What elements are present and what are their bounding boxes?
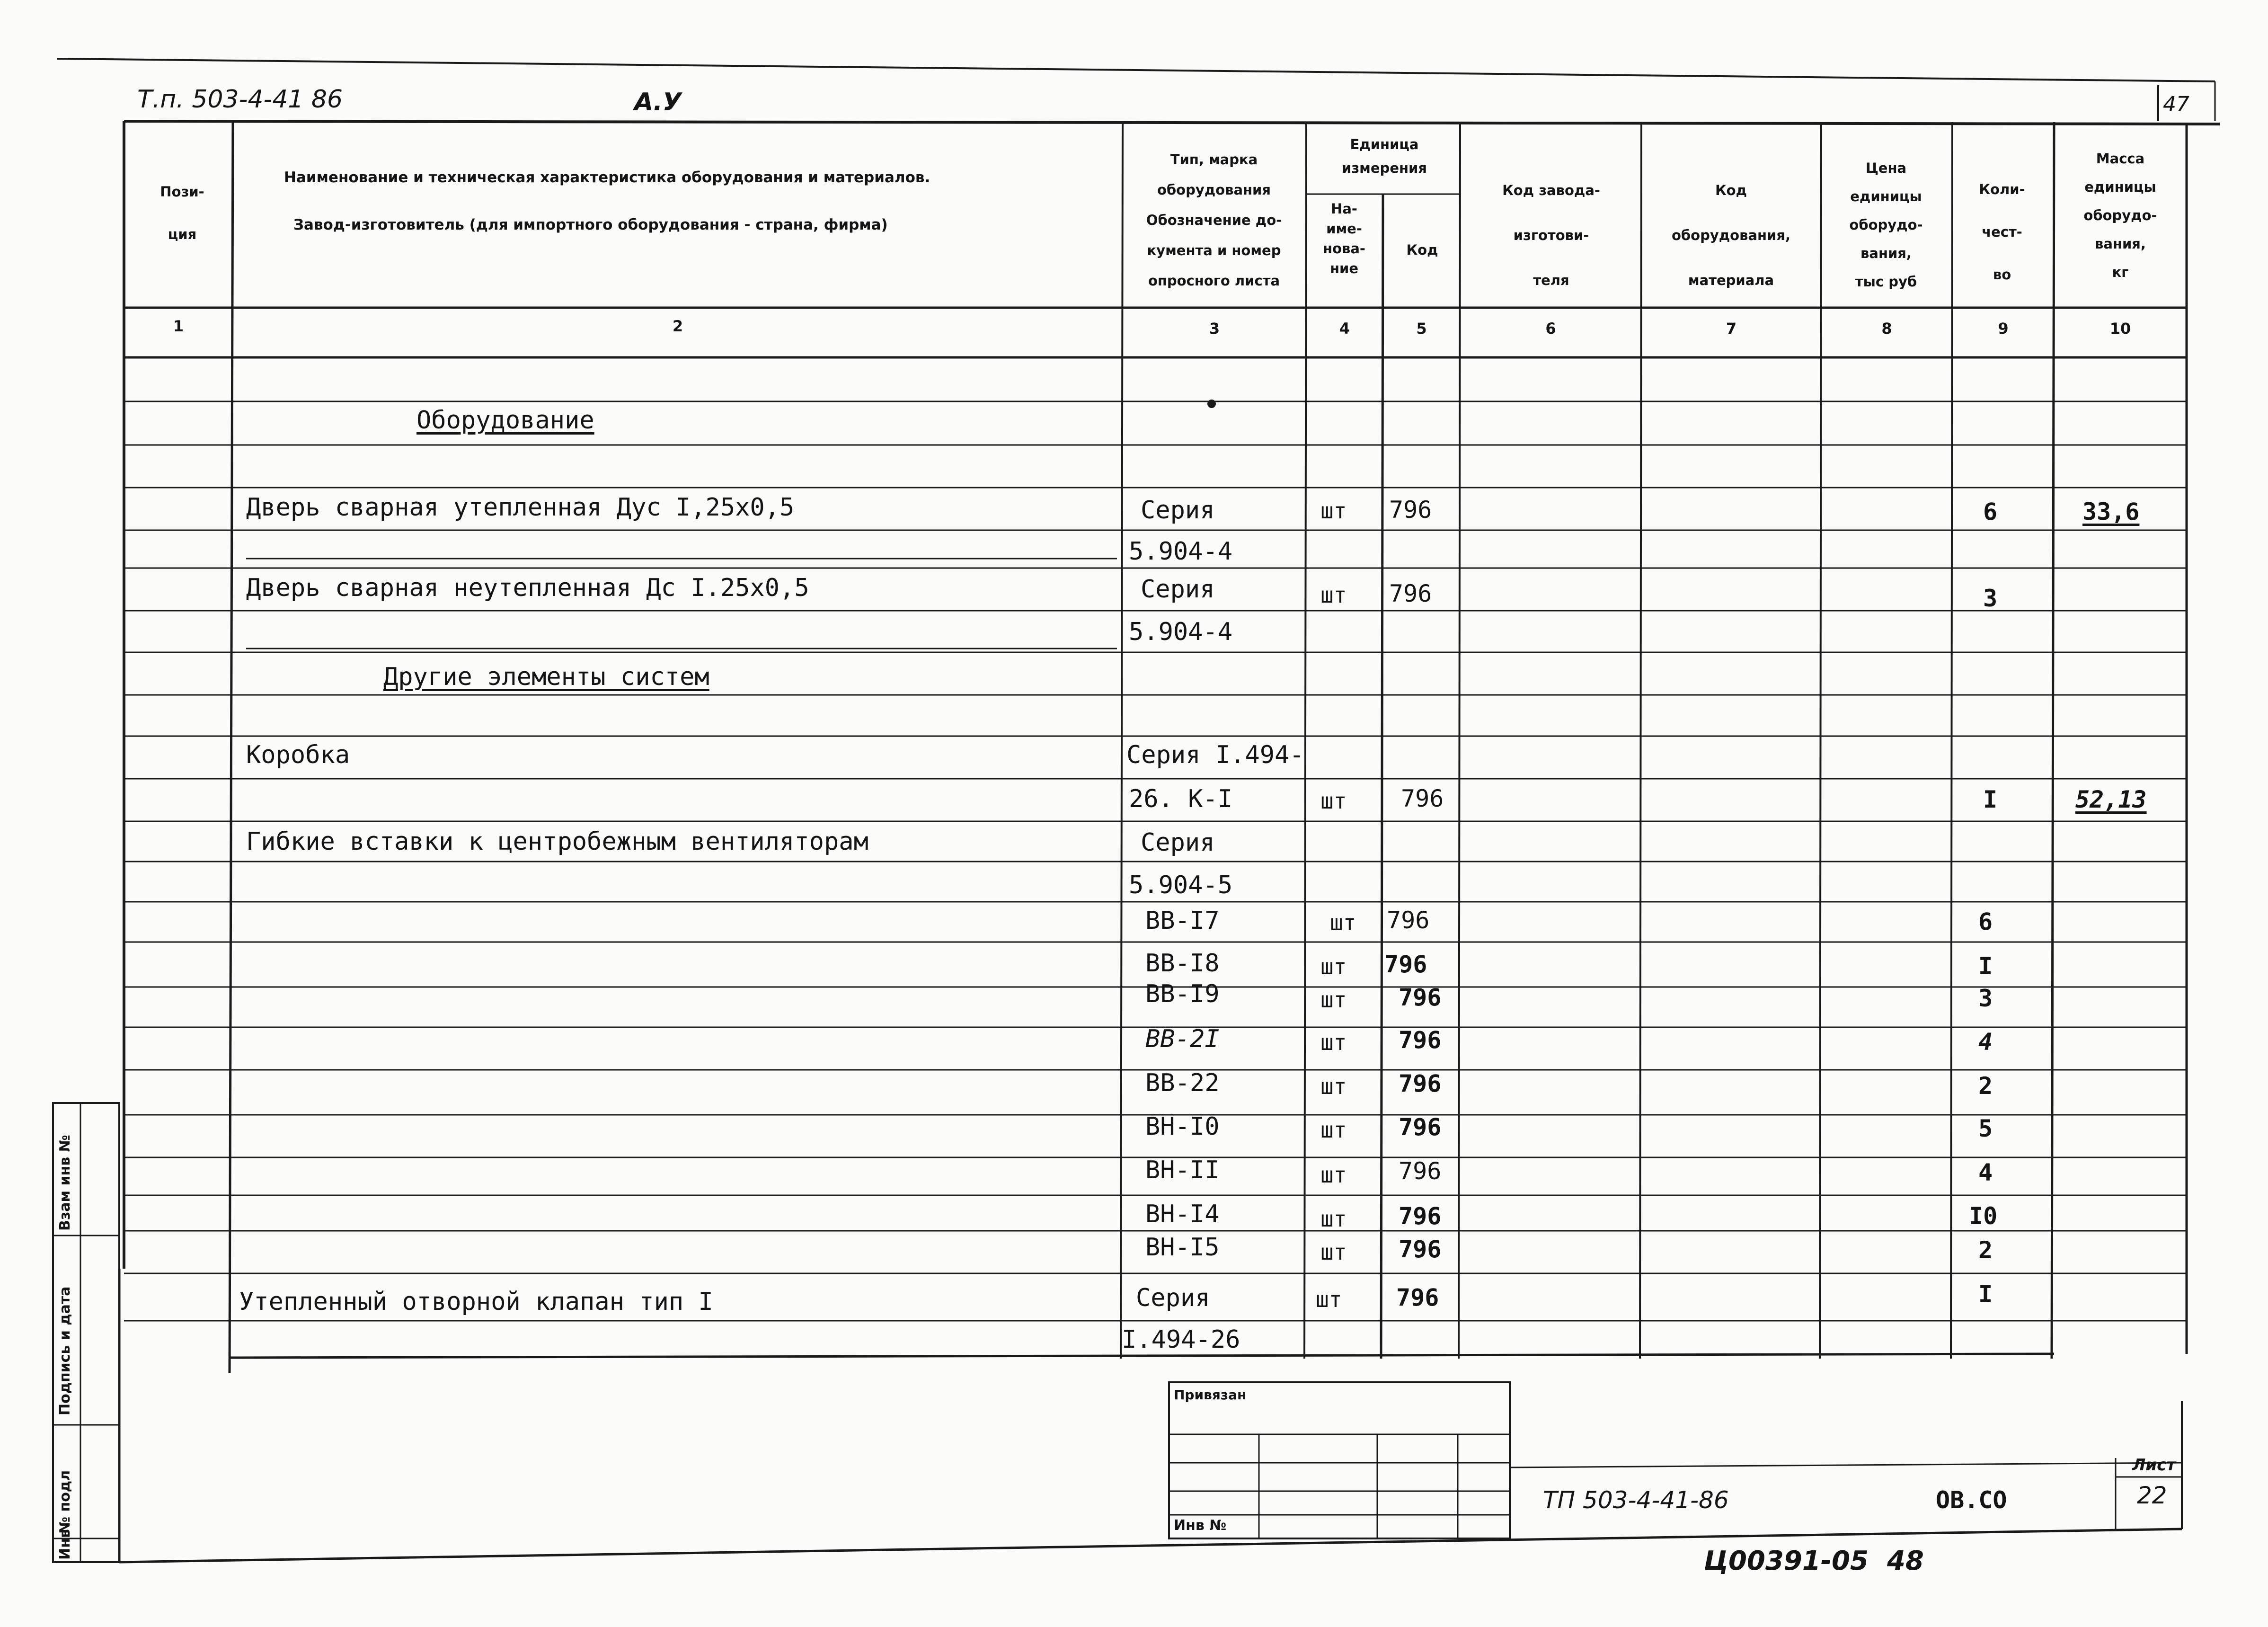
item-unit: шт [1320,582,1347,608]
item-code: 796 [1384,951,1427,978]
item-qty: I0 [1969,1202,1998,1230]
item-type: Серия I.494- [1126,741,1304,769]
item-name: Коробка [246,741,350,769]
item-qty: 6 [1978,908,1993,935]
col-number: 7 [1726,320,1737,338]
page-corner-number: 47 [2163,92,2189,116]
doc-code: Т.п. 503-4-41 86 [137,85,343,114]
item-unit: шт [1320,788,1347,814]
header-equipment-code: Код оборудования, материала [1671,182,1791,288]
item-type: ВВ-22 [1145,1069,1220,1097]
item-type: 5.904-4 [1129,537,1233,566]
item-qty: 2 [1978,1236,1993,1264]
item-qty: I [1978,1280,1993,1308]
header-name-line2: Завод-изготовитель (для импортного оборудования - страна, фирма) [293,216,888,233]
item-type: ВВ-2I [1145,1025,1220,1053]
item-qty: I [1978,952,1993,980]
col-number: 4 [1339,320,1350,338]
item-type: Серия [1136,1284,1210,1312]
item-mass: 33,6 [2082,498,2140,525]
item-type: 26. К-I [1129,785,1233,813]
header-position: Пози- ция [160,184,204,242]
item-name: Гибкие вставки к центробежным вентиляторам [246,827,868,856]
side-label-vzam: Взам инв № [57,1135,73,1231]
header-unit-group: Единица измерения [1342,136,1427,176]
item-type: 5.904-5 [1129,871,1233,899]
item-unit: шт [1320,1162,1347,1188]
item-code: 796 [1401,785,1444,812]
col-number: 10 [2109,320,2131,338]
col-number: 2 [672,317,683,335]
item-code: 796 [1399,1202,1442,1230]
item-code: 796 [1396,1284,1439,1311]
item-type: ВВ-I7 [1145,907,1220,935]
item-qty: 3 [1978,985,1993,1012]
item-type: Серия [1141,575,1215,604]
item-qty: I [1983,786,1998,813]
item-unit: шт [1320,954,1347,979]
item-unit: шт [1320,1030,1347,1055]
side-label-podl: № подл [57,1470,73,1534]
item-unit: шт [1320,498,1347,524]
item-type: 5.904-4 [1129,618,1233,646]
item-unit: шт [1320,1206,1347,1232]
stamp-inv: Инв № [1174,1517,1227,1534]
item-qty: 2 [1978,1072,1993,1100]
item-code: 796 [1399,1157,1442,1185]
item-qty: 5 [1978,1115,1993,1142]
item-qty: 4 [1978,1028,1993,1056]
side-label-inv: Инв [57,1529,73,1560]
item-code: 796 [1399,1113,1442,1141]
album-mark: А.У [634,88,682,116]
col-number: 1 [173,317,184,335]
item-type: ВН-II [1145,1156,1220,1184]
header-unit-name: На- име- нова- ние [1323,201,1365,276]
item-code: 796 [1389,496,1432,524]
section-title-equipment: Оборудование [416,406,594,435]
stamp-mark: ОВ.СО [1936,1486,2007,1514]
item-code: 796 [1399,1236,1442,1263]
item-unit: шт [1330,910,1356,935]
col-number: 9 [1998,320,2009,338]
section-title-other: Другие элементы систем [383,663,709,691]
stamp-sheet-label: Лист [2132,1456,2176,1475]
item-name: Дверь сварная неутепленная Дс I.25х0,5 [246,574,809,602]
item-unit: шт [1320,1239,1347,1265]
item-code: 796 [1399,984,1442,1011]
item-type: ВН-I0 [1145,1112,1220,1141]
header-unit-code: Код [1406,242,1438,258]
header-quantity: Коли- чест- во [1979,181,2025,283]
item-type: ВН-I5 [1145,1233,1220,1262]
item-unit: шт [1320,987,1347,1013]
header-type: Тип, марка оборудования Обозначение до- кумента и номер опросного листа [1146,151,1282,289]
side-label-signature: Подпись и дата [57,1286,73,1415]
header-name-line1: Наименование и техническая характеристика оборудования и материалов. [284,169,930,186]
col-number: 6 [1545,320,1556,338]
item-qty: 3 [1983,585,1998,612]
item-type: Серия [1141,828,1215,857]
item-name: Утепленный отворной клапан тип I [239,1288,713,1316]
item-type: Серия [1141,496,1215,525]
header-factory-code: Код завода- изготови- теля [1502,182,1600,288]
item-unit: шт [1320,1117,1347,1143]
item-type: I.494-26 [1122,1325,1240,1354]
stamp-sheet-number: 22 [2137,1482,2167,1509]
footer-archive-number: Ц00391-05 48 [1704,1546,1924,1576]
item-mass: 52,13 [2075,786,2147,813]
item-unit: шт [1316,1287,1342,1312]
header-price: Цена единицы оборудо- вания, тыс руб [1849,160,1923,290]
item-type: ВВ-I8 [1145,949,1220,978]
stamp-doc-code: ТП 503-4-41-86 [1543,1486,1729,1514]
item-code: 796 [1389,580,1432,607]
item-type: ВВ-I9 [1145,980,1220,1008]
item-type: ВН-I4 [1145,1200,1220,1228]
item-code: 796 [1399,1026,1442,1054]
stamp-privyazan: Привязан [1174,1387,1247,1403]
item-code: 796 [1387,907,1430,934]
item-qty: 6 [1983,498,1998,525]
col-number: 5 [1416,320,1427,338]
col-number: 8 [1881,320,1892,338]
col-number: 3 [1209,320,1220,338]
item-qty: 4 [1978,1159,1993,1186]
item-code: 796 [1399,1070,1442,1097]
item-unit: шт [1320,1074,1347,1099]
item-name: Дверь сварная утепленная Дус I,25х0,5 [246,493,795,522]
header-mass: Масса единицы оборудо- вания, кг [2083,151,2157,280]
